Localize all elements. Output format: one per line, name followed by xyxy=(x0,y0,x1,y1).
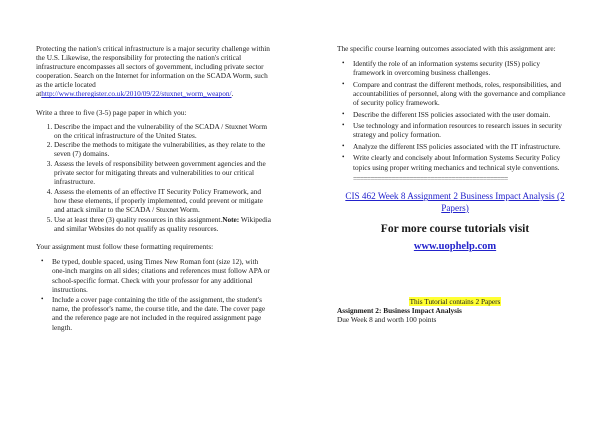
outcome-item: • Analyze the different ISS policies associated with the IT infrastructure. xyxy=(353,142,573,151)
outcome-item: • Compare and contrast the different methods, roles, responsibilities, and accountabilities of personnel, along with the governance and compliance of security policy framework. xyxy=(353,80,573,107)
note-label: Note: xyxy=(222,214,240,224)
intro-paragraph xyxy=(36,44,272,99)
format-item: • Include a cover page containing the title of the assignment, the student's name, the professor's name, the course title, and the date. The cover page and the reference page are not included in the required assignment page length. xyxy=(52,295,272,331)
outcome-item: • Write clearly and concisely about Information Systems Security Policy topics using proper writing mechanics and technical style conventions. xyxy=(353,153,573,171)
requirements-list xyxy=(36,122,272,233)
format-list xyxy=(36,257,272,331)
note-text: Wikipedia and similar Websites do not qualify as quality resources. xyxy=(54,214,272,233)
write-prompt: Write a three to five (3-5) page paper in which you: xyxy=(36,107,187,117)
outcomes-intro: The specific course learning outcomes associated with this assignment are: xyxy=(337,44,556,53)
badge-row xyxy=(337,297,573,306)
more-tutorials-text: For more course tutorials visit xyxy=(380,223,530,236)
requirement-item-text: Use at least three (3) quality resources in this assignment. xyxy=(54,214,223,224)
requirement-item xyxy=(54,215,272,233)
requirement-item: 2. Describe the methods to mitigate the vulnerabilities, as they relate to the seven (7) domains. xyxy=(54,140,272,158)
requirement-item: 1. Describe the impact and the vulnerability of the SCADA / Stuxnet Worm on the critical infrastructure of the United States. xyxy=(54,122,272,140)
requirement-item: 4. Assess the elements of an effective IT Security Policy Framework, and how these elements, if properly implemented, could prevent or mitigate and attack similar to the SCADA / Stuxnet Worm. xyxy=(54,187,272,214)
outcomes-list xyxy=(337,59,573,183)
site-link[interactable]: www.uophelp.com xyxy=(413,241,497,253)
intro-end: . xyxy=(231,89,234,99)
intro-text: Protecting the nation's critical infrastructure is a major security challenge within the U.S. Likewise, the responsibility for protecting the nation's critical infrastructure encompasses all sectors of government, including private sector cooperation. Search on the Internet for information on the SCADA Worm, such as the article located at xyxy=(36,44,270,99)
stuxnet-article-link[interactable]: http://www.theregister.co.uk/2010/09/22/stuxnet_worm_weapon/ xyxy=(41,89,232,99)
assignment-title-link[interactable]: CIS 462 Week 8 Assignment 2 Business Impact Analysis (2 Papers) xyxy=(345,191,565,213)
format-intro: Your assignment must follow these formatting requirements: xyxy=(36,242,214,252)
separator-line: • ============================================ xyxy=(353,174,573,183)
outcome-item: • Identify the role of an information systems security (ISS) policy framework in overcoming business challenges. xyxy=(353,59,573,77)
requirement-item: 3. Assess the levels of responsibility between government agencies and the private sector for mitigating threats and vulnerabilities to our critical infrastructure. xyxy=(54,159,272,186)
papers-badge: This Tutorial contains 2 Papers xyxy=(409,297,501,307)
outcome-item: • Describe the different ISS policies associated with the user domain. xyxy=(353,110,573,119)
assignment-heading: Assignment 2: Business Impact Analysis xyxy=(337,306,462,316)
format-item: • Be typed, double spaced, using Times New Roman font (size 12), with one-inch margins on all sides; citations and references must follow APA or school-specific format. Check with your professor for any additional instructions. xyxy=(52,257,272,293)
left-column xyxy=(36,44,272,333)
outcome-item: • Use technology and information resources to research issues in security strategy and policy formation. xyxy=(353,121,573,139)
due-text: Due Week 8 and worth 100 points xyxy=(337,315,437,325)
right-column xyxy=(337,44,573,325)
